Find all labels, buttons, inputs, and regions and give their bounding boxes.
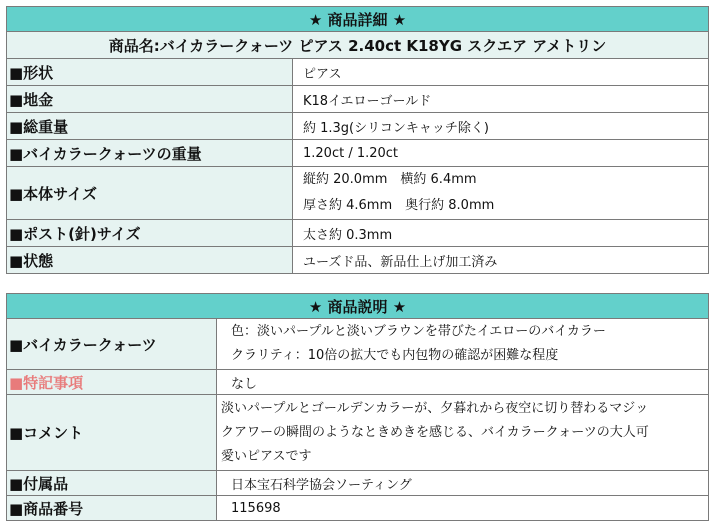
details-table xyxy=(6,6,709,274)
product-name: 商品名:バイカラークォーツ ピアス 2.40ct K18YG スクエア アメトリン xyxy=(7,32,709,59)
label-metal: ■地金 xyxy=(7,86,293,113)
bicolor-clarity-line: クラリティ：10倍の拡大でも内包物の確認が困難な程度 xyxy=(231,348,559,363)
value-special-notes: なし xyxy=(217,370,709,395)
comment-line-3: 愛いピアスです xyxy=(221,448,312,464)
label-product-number: ■商品番号 xyxy=(7,496,217,521)
label-total-weight: ■総重量 xyxy=(7,113,293,140)
value-condition: ユーズド品、新品仕上げ加工済み xyxy=(293,247,709,274)
description-table xyxy=(6,293,709,521)
value-body-size xyxy=(293,167,709,220)
comment-line-2: クアワーの瞬間のようなときめきを感じる、バイカラークォーツの大人可 xyxy=(221,424,649,440)
value-total-weight: 約 1.3g(シリコンキャッチ除く) xyxy=(293,113,709,140)
label-accessories: ■付属品 xyxy=(7,471,217,496)
details-header: ★ 商品詳細 ★ xyxy=(7,7,709,32)
value-stone-weight: 1.20ct / 1.20ct xyxy=(293,140,709,167)
label-condition: ■状態 xyxy=(7,247,293,274)
label-shape: ■形状 xyxy=(7,59,293,86)
value-comment xyxy=(217,395,709,471)
value-accessories: 日本宝石科学協会ソーティング xyxy=(217,471,709,496)
value-shape: ピアス xyxy=(293,59,709,86)
label-body-size: ■本体サイズ xyxy=(7,167,293,220)
value-bicolor-quartz xyxy=(217,319,709,370)
label-bicolor-quartz: ■バイカラークォーツ xyxy=(7,319,217,370)
bicolor-color-line: 色：淡いパープルと淡いブラウンを帯びたイエローのバイカラー xyxy=(231,324,606,339)
label-stone-weight: ■バイカラークォーツの重量 xyxy=(7,140,293,167)
value-post-size: 太さ約 0.3mm xyxy=(293,220,709,247)
label-comment: ■コメント xyxy=(7,395,217,471)
label-special-notes: ■特記事項 xyxy=(7,370,217,395)
value-metal: K18イエローゴールド xyxy=(293,86,709,113)
comment-line-1: 淡いパープルとゴールデンカラーが、夕暮れから夜空に切り替わるマジッ xyxy=(221,400,649,416)
value-product-number: 115698 xyxy=(217,496,709,521)
body-size-line-2: 厚さ約 4.6mm 奥行約 8.0mm xyxy=(303,198,495,213)
body-size-line-1: 縦約 20.0mm 横約 6.4mm xyxy=(303,172,477,187)
description-header: ★ 商品説明 ★ xyxy=(7,294,709,319)
label-post-size: ■ポスト(針)サイズ xyxy=(7,220,293,247)
